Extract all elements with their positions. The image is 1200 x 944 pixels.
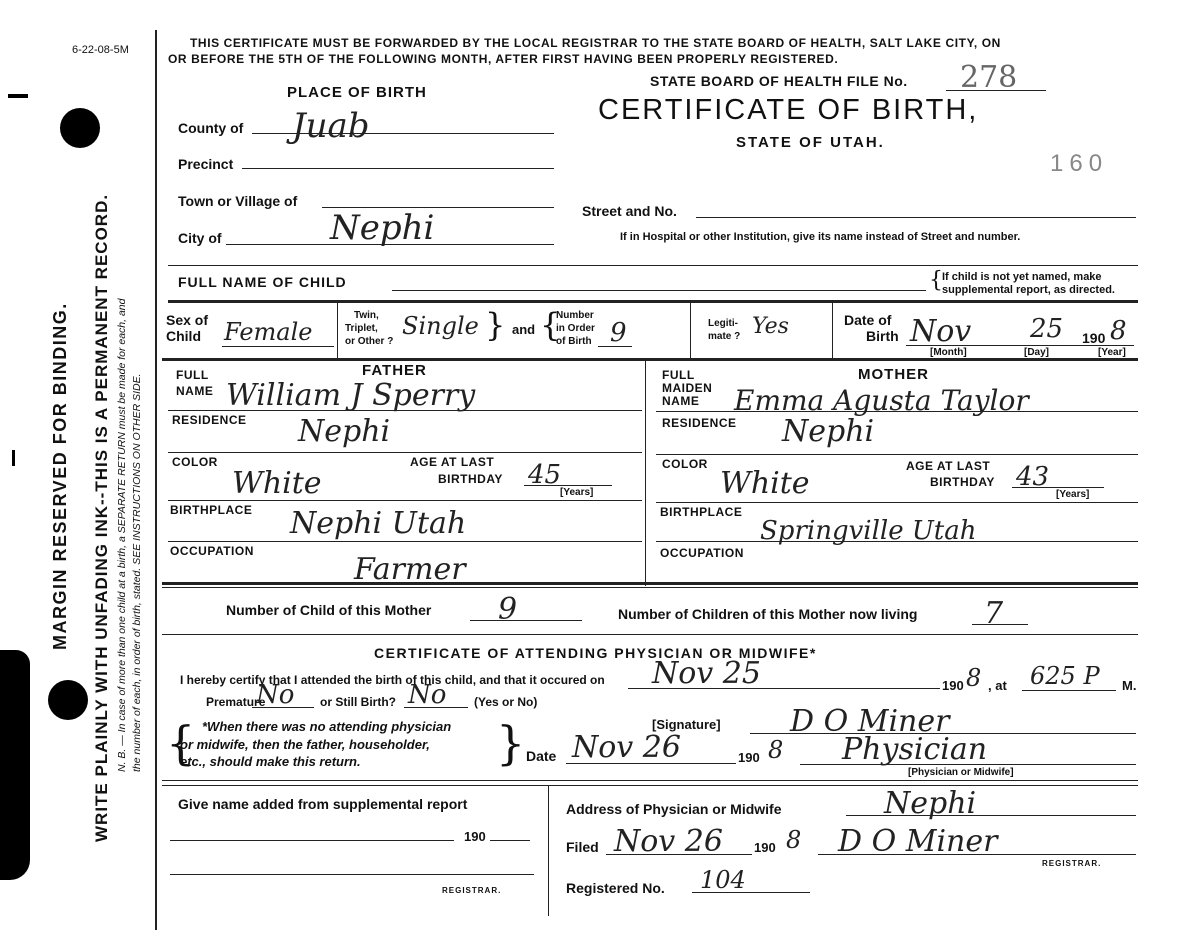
physician-date-label: Date — [526, 748, 557, 764]
order-label-3: of Birth — [556, 336, 592, 347]
filed-date-line — [606, 854, 752, 855]
and-label: and — [512, 322, 536, 337]
divider — [168, 300, 1138, 303]
child-number-value: 9 — [498, 592, 518, 627]
certify-text: I hereby certify that I attended the birth of this child, and that it occured on — [180, 673, 605, 687]
brace: { — [166, 716, 196, 770]
living-label: Number of Children of this Mother now living — [618, 606, 918, 622]
physician-note-2: or midwife, then the father, householder, — [180, 737, 430, 752]
yes-no-label: (Yes or No) — [474, 695, 538, 709]
supplemental-line — [170, 840, 454, 841]
mother-name-value: Emma Agusta Taylor — [734, 384, 1029, 417]
sex-label-1: Sex of — [166, 312, 209, 328]
registration-divider — [548, 786, 549, 916]
m-label: M. — [1122, 678, 1137, 693]
dob-line — [906, 345, 1134, 346]
certificate-title: CERTIFICATE OF BIRTH, — [598, 94, 979, 126]
divider — [162, 780, 1138, 781]
twin-label-2: Triplet, — [345, 323, 378, 334]
signature-value: D O Miner — [790, 704, 950, 739]
mother-color-value: White — [720, 466, 810, 501]
birth-time-line — [1022, 690, 1116, 691]
father-name-label-2: NAME — [176, 384, 214, 398]
legit-label-2: mate ? — [708, 331, 741, 342]
certificate-subtitle: STATE OF UTAH. — [736, 134, 885, 151]
brace: } — [485, 306, 506, 344]
parents-divider — [645, 360, 646, 586]
divider — [690, 302, 691, 358]
physician-heading: CERTIFICATE OF ATTENDING PHYSICIAN OR MIDWIFE* — [374, 645, 817, 661]
torn-edge — [0, 650, 30, 880]
stillbirth-line — [404, 707, 468, 708]
divider — [162, 582, 1138, 585]
place-heading: PLACE OF BIRTH — [287, 84, 427, 101]
physician-note-3: etc., should make this return. — [180, 754, 361, 769]
supplemental-label: Give name added from supplemental report — [178, 796, 468, 812]
mother-age-label-1: AGE AT LAST — [906, 459, 991, 473]
divider — [168, 500, 642, 501]
stillbirth-value: No — [408, 680, 447, 710]
address-value: Nephi — [884, 786, 977, 821]
filed-year-digit: 8 — [786, 826, 802, 854]
order-label-1: Number — [556, 310, 594, 321]
nb-note-2: the number of each, in order of birth, stated. SEE INSTRUCTIONS ON OTHER SIDE. — [131, 373, 143, 772]
father-color-label: COLOR — [172, 455, 218, 469]
premature-value: No — [256, 680, 295, 710]
order-value: 9 — [610, 318, 627, 348]
town-label: Town or Village of — [178, 193, 298, 209]
twin-label-3: or Other ? — [345, 336, 394, 347]
father-color-value: White — [232, 466, 322, 501]
punch-hole-bottom — [48, 680, 88, 720]
physician-title-line — [800, 764, 1136, 765]
birth-date-value: Nov 25 — [652, 656, 761, 691]
mother-age-value: 43 — [1016, 462, 1050, 492]
dob-day: 25 — [1030, 314, 1064, 344]
supplemental-year-line — [490, 840, 530, 841]
mother-age-label-2: BIRTHDAY — [930, 475, 995, 489]
child-name-label: FULL NAME OF CHILD — [178, 274, 347, 290]
father-age-value: 45 — [528, 460, 562, 490]
father-residence-label: RESIDENCE — [172, 413, 247, 427]
birth-date-line — [628, 688, 940, 689]
sex-value: Female — [224, 318, 313, 346]
year-caption: [Year] — [1098, 347, 1126, 358]
name-note-1: If child is not yet named, make — [942, 271, 1102, 283]
supplemental-year: 190 — [464, 829, 486, 844]
father-name-value: William J Sperry — [226, 378, 476, 413]
nb-note-1: N. B. — In case of more than one child at a birth, a SEPARATE RETURN must be made for each, and — [116, 298, 128, 772]
mother-occupation-label: OCCUPATION — [660, 546, 744, 560]
precinct-label: Precinct — [178, 156, 234, 172]
physician-date-year-digit: 8 — [768, 736, 784, 764]
header-notice-2: OR BEFORE THE 5TH OF THE FOLLOWING MONTH, AFTER FIRST HAVING BEEN PROPERLY REGISTERED. — [168, 52, 839, 66]
registrar-signature: D O Miner — [838, 824, 998, 859]
divider — [656, 502, 1138, 503]
signature-label: [Signature] — [652, 717, 721, 732]
twin-value: Single — [402, 312, 479, 340]
file-no-value: 278 — [960, 60, 1018, 95]
tick-mark — [8, 94, 28, 98]
legit-label-1: Legiti- — [708, 318, 738, 329]
margin-border — [155, 30, 157, 930]
father-age-line — [524, 485, 612, 486]
mother-name-label-1: FULL — [662, 368, 695, 382]
divider — [832, 302, 833, 358]
father-age-label-1: AGE AT LAST — [410, 455, 495, 469]
divider — [656, 541, 1138, 542]
brace: { — [540, 306, 561, 344]
physician-date-year-prefix: 190 — [738, 750, 760, 765]
mother-name-label-2: MAIDEN — [662, 381, 713, 395]
tick-mark — [12, 450, 15, 466]
at-label: , at — [988, 678, 1007, 693]
mother-years-caption: [Years] — [1056, 489, 1090, 500]
registrar-line-right — [818, 854, 1136, 855]
margin-notice: MARGIN RESERVED FOR BINDING. — [50, 302, 70, 650]
divider — [168, 265, 1138, 266]
father-occupation-value: Farmer — [354, 552, 466, 587]
physician-title-value: Physician — [842, 732, 988, 767]
legit-value: Yes — [752, 314, 789, 339]
divider — [656, 411, 1138, 412]
mother-heading: MOTHER — [858, 366, 929, 383]
father-occupation-label: OCCUPATION — [170, 544, 254, 558]
name-note-2: supplemental report, as directed. — [942, 284, 1115, 296]
child-number-label: Number of Child of this Mother — [226, 602, 432, 618]
father-residence-value: Nephi — [298, 414, 391, 449]
mother-birthplace-value: Springville Utah — [760, 516, 977, 546]
physician-year-prefix: 190 — [942, 678, 964, 693]
physician-date-line — [566, 763, 736, 764]
physician-title-caption: [Physician or Midwife] — [908, 767, 1014, 778]
registered-no-value: 104 — [700, 866, 746, 894]
filed-year-prefix: 190 — [754, 840, 776, 855]
brace: } — [496, 716, 526, 770]
father-birthplace-label: BIRTHPLACE — [170, 503, 253, 517]
city-label: City of — [178, 230, 222, 246]
sex-line — [222, 346, 334, 347]
divider — [337, 302, 338, 358]
file-no-line — [946, 90, 1046, 91]
form-code: 6-22-08-5M — [72, 44, 129, 56]
registered-label: Registered No. — [566, 880, 665, 896]
physician-year-digit: 8 — [966, 664, 982, 692]
living-line — [972, 624, 1028, 625]
street-label: Street and No. — [582, 203, 677, 219]
divider — [162, 358, 1138, 361]
stillbirth-label: or Still Birth? — [320, 695, 396, 709]
day-caption: [Day] — [1024, 347, 1050, 358]
registered-no-line — [692, 892, 810, 893]
county-label: County of — [178, 120, 244, 136]
father-heading: FATHER — [362, 362, 427, 379]
registrar-caption-left: REGISTRAR. — [442, 886, 502, 895]
dob-label-1: Date of — [844, 312, 892, 328]
address-line — [846, 815, 1136, 816]
filed-date-value: Nov 26 — [614, 824, 723, 859]
father-years-caption: [Years] — [560, 487, 594, 498]
twin-label-1: Twin, — [354, 310, 379, 321]
address-label: Address of Physician or Midwife — [566, 801, 782, 817]
divider — [162, 587, 1138, 588]
hospital-note: If in Hospital or other Institution, give its name instead of Street and number. — [620, 231, 1021, 243]
divider — [162, 634, 1138, 635]
order-line — [598, 346, 632, 347]
sex-label-2: Child — [166, 328, 201, 344]
order-label-2: in Order — [556, 323, 595, 334]
registrar-caption-right: REGISTRAR. — [1042, 859, 1102, 868]
mother-birthplace-label: BIRTHPLACE — [660, 505, 743, 519]
premature-line — [252, 707, 314, 708]
city-line — [226, 244, 554, 245]
street-line — [696, 217, 1136, 218]
divider — [656, 454, 1138, 455]
margin-number: 160 — [1050, 150, 1109, 177]
dob-year-prefix: 190 — [1082, 330, 1106, 346]
father-age-label-2: BIRTHDAY — [438, 472, 503, 486]
city-value: Nephi — [330, 208, 435, 248]
dob-month: Nov — [910, 314, 972, 349]
premature-label: Premature — [206, 695, 266, 709]
binding-notice: WRITE PLAINLY WITH UNFADING INK--THIS IS A PERMANENT RECORD. — [92, 193, 111, 842]
living-value: 7 — [984, 596, 1004, 631]
father-name-label-1: FULL — [176, 368, 209, 382]
physician-date-value: Nov 26 — [572, 730, 681, 765]
header-notice-1: THIS CERTIFICATE MUST BE FORWARDED BY THE LOCAL REGISTRAR TO THE STATE BOARD OF HEALTH, SALT LAKE CITY, ON — [190, 36, 1001, 50]
child-number-line — [470, 620, 582, 621]
mother-age-line — [1012, 487, 1104, 488]
birth-time-value: 625 P — [1030, 662, 1100, 690]
file-no-label: STATE BOARD OF HEALTH FILE No. — [650, 73, 908, 89]
month-caption: [Month] — [930, 347, 967, 358]
county-value: Juab — [292, 106, 370, 146]
mother-residence-label: RESIDENCE — [662, 416, 737, 430]
filed-label: Filed — [566, 839, 599, 855]
county-line — [252, 133, 554, 134]
mother-name-label-3: NAME — [662, 394, 700, 408]
child-name-line — [392, 290, 926, 291]
name-note-brace: { — [929, 268, 943, 293]
divider — [168, 541, 642, 542]
divider — [162, 785, 1138, 786]
dob-label-2: Birth — [866, 328, 899, 344]
mother-residence-value: Nephi — [782, 414, 875, 449]
mother-color-label: COLOR — [662, 457, 708, 471]
father-birthplace-value: Nephi Utah — [290, 506, 467, 541]
divider — [168, 410, 642, 411]
divider — [168, 452, 642, 453]
registrar-line-left — [170, 874, 534, 875]
dob-year-digit: 8 — [1110, 316, 1127, 346]
physician-note-1: *When there was no attending physician — [202, 719, 452, 734]
precinct-line — [242, 168, 554, 169]
